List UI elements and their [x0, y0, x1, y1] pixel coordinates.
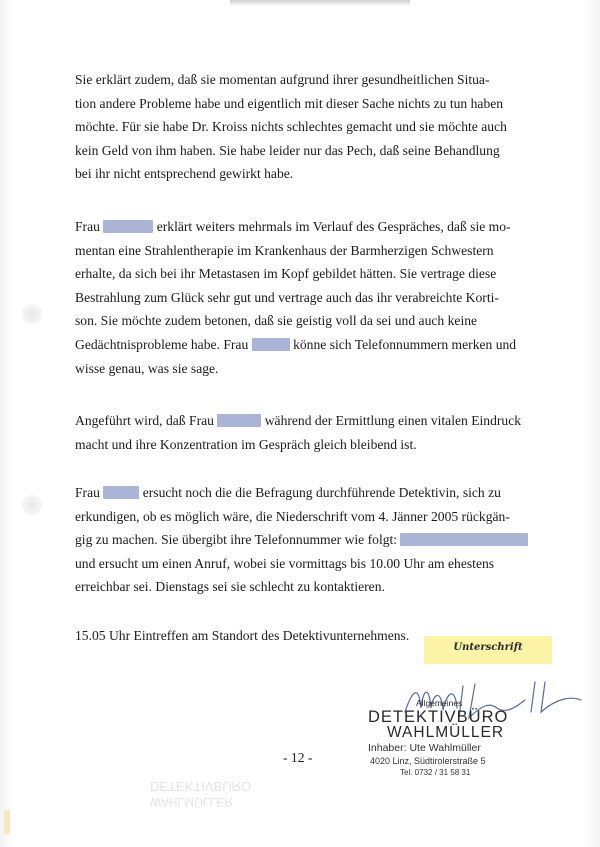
redaction-bar: [217, 414, 261, 427]
signature-label: Unterschrift: [453, 642, 523, 653]
text-segment: Bestrahlung zum Glück sehr gut und vertrage auch das ihr verabreichte Korti-: [75, 289, 499, 305]
text-segment: mentan eine Strahlentherapie im Krankenhaus der Barmherzigen Schwestern: [75, 242, 494, 258]
paragraph-2: [75, 215, 535, 380]
text-segment: 15.05 Uhr Eintreffen am Standort des Detektivunternehmens.: [75, 628, 410, 643]
text-line: [75, 239, 535, 263]
edge-mark: [4, 810, 10, 834]
text-line: [75, 68, 535, 92]
text-line: [75, 552, 535, 576]
stamp-address: 4020 Linz, Südtirolerstraße 5: [370, 756, 486, 766]
text-line: [75, 409, 535, 433]
text-segment: kein Geld von ihm haben. Sie habe leider nur das Pech, daß seine Behandlung: [75, 142, 500, 158]
paragraph-1: [75, 68, 535, 186]
text-line: [75, 333, 535, 357]
redaction-bar: [103, 220, 153, 233]
text-segment: wisse genau, was sie sage.: [75, 360, 219, 376]
text-segment: gig zu machen. Sie übergibt ihre Telefonnummer wie folgt:: [75, 532, 401, 548]
text-segment: während der Ermittlung einen vitalen Eindruck: [261, 413, 522, 428]
text-segment: Frau: [75, 219, 104, 234]
text-line: [75, 357, 535, 381]
text-segment: Gedächtnisprobleme habe. Frau: [75, 336, 252, 352]
text-line: [75, 162, 535, 186]
punch-hole: [22, 495, 42, 515]
paragraph-4: [75, 481, 535, 599]
text-segment: und ersucht um einen Anruf, wobei sie vormittags bis 10.00 Uhr am ehestens: [75, 555, 495, 571]
stamp-owner: Inhaber: Ute Wahlmüller: [368, 742, 481, 754]
text-line: [75, 262, 535, 286]
text-line: [75, 433, 535, 457]
text-segment: erhalte, da sich bei ihr Metastasen im Kopf gebildet hätten. Sie vertrage diese: [75, 266, 497, 282]
bleed-through-stamp: [0, 775, 252, 847]
text-line: [75, 309, 535, 333]
text-line: [75, 528, 535, 552]
bleed-through-line: DETEKTIVBÜRO: [150, 779, 252, 794]
paragraph-3: [75, 409, 535, 456]
text-segment: Sie erklärt zudem, daß sie momentan aufgrund ihrer gesundheitlichen Situa-: [75, 72, 490, 87]
text-line: [75, 115, 535, 139]
text-segment: macht und ihre Konzentration im Gespräch gleich bleibend ist.: [75, 436, 417, 452]
text-line: [75, 575, 535, 599]
stamp-company-line2: WAHLMÜLLER: [387, 724, 505, 741]
text-segment: bei ihr nicht entsprechend gewirkt habe.: [75, 166, 294, 182]
text-segment: Angeführt wird, daß Frau: [75, 413, 218, 428]
text-segment: tion andere Probleme habe und eigentlich mit dieser Sache nichts zu tun haben: [75, 95, 504, 111]
stamp-small-text: Allgemeines: [416, 698, 463, 708]
text-line: [75, 139, 535, 163]
scan-shadow: [230, 0, 410, 6]
text-line: [75, 92, 535, 116]
text-segment: erklärt weiters mehrmals im Verlauf des Gespräches, daß sie mo-: [153, 219, 511, 234]
text-segment: möchte. Für sie habe Dr. Kroiss nichts schlechtes gemacht und sie möchte auch: [75, 119, 507, 135]
stamp-phone: Tel. 0732 / 31 58 31: [400, 768, 471, 777]
punch-hole: [22, 304, 42, 324]
text-segment: son. Sie möchte zudem betonen, daß sie geistig voll da sei und auch keine: [75, 313, 478, 329]
text-line: [75, 481, 535, 505]
text-line: [75, 215, 535, 239]
text-segment: ersucht noch die die Befragung durchführende Detektivin, sich zu: [139, 485, 501, 500]
text-segment: könne sich Telefonnummern merken und: [289, 336, 517, 352]
text-segment: erreichbar sei. Dienstags sei sie schlecht zu kontaktieren.: [75, 579, 385, 595]
text-line: [75, 505, 535, 529]
text-segment: erkundigen, ob es möglich wäre, die Niederschrift vom 4. Jänner 2005 rückgän-: [75, 508, 510, 524]
page-number: - 12 -: [283, 750, 313, 765]
redaction-bar: [400, 533, 528, 546]
redaction-bar: [252, 338, 290, 351]
text-segment: Frau: [75, 485, 104, 500]
stamp-company-line1: DETEKTIVBÜRO: [368, 708, 509, 726]
redaction-bar: [103, 486, 139, 499]
bleed-through-line: WAHLMÜLLER: [150, 795, 233, 809]
text-line: [75, 286, 535, 310]
